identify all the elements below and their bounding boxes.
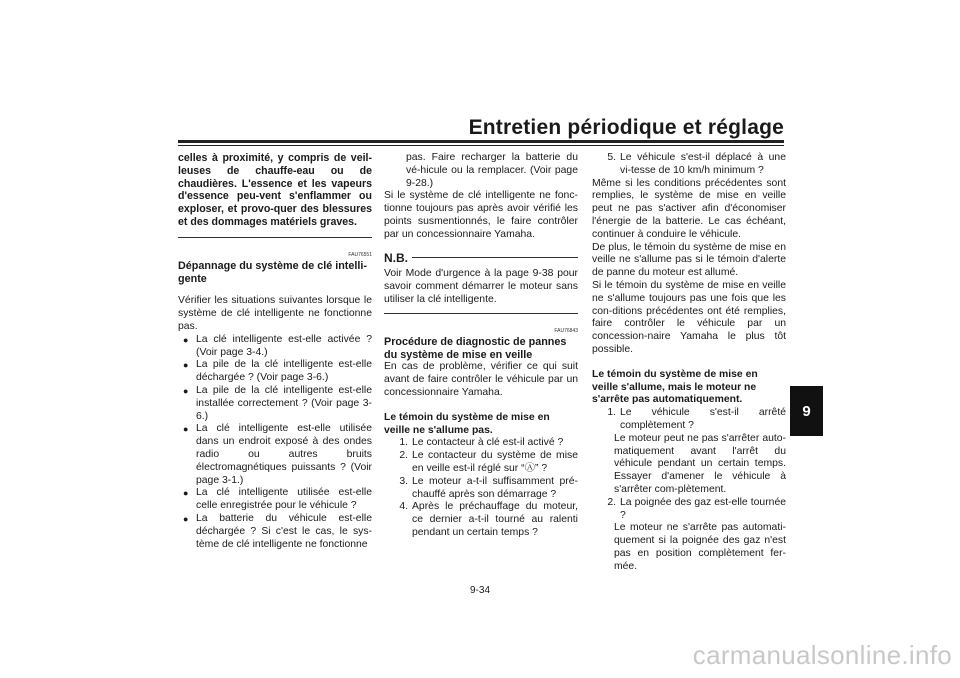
list-item: 3. Le moteur a-t-il suffisamment pré-chauffé après son démarrage ?	[399, 475, 578, 500]
chapter-tab: 9	[790, 386, 823, 436]
page-header-title: Entretien périodique et réglage	[468, 116, 784, 139]
numbered-list	[592, 407, 786, 573]
bullet-icon: ●	[183, 424, 189, 435]
bullet-icon: ●	[183, 513, 189, 524]
bullet-continuation: pas. Faire recharger la batterie du vé-hicule ou la remplacer. (Voir page 9-28.)	[406, 152, 578, 189]
column-3	[592, 152, 786, 574]
bullet-icon: ●	[183, 360, 189, 371]
list-item: ● La clé intelligente est-elle utilisée dans un endroit exposé à des ondes radio ou autres bruits électromagnétiques puissants ? (Voir page 3-1.)	[178, 423, 372, 487]
list-item: 1. Le véhicule s'est-il arrêté complètement ?	[607, 407, 786, 431]
column-1	[178, 152, 372, 551]
section-intro: En cas de problème, vérifier ce qui suit avant de faire contrôler le véhicule par un concessionnaire Yamaha.	[384, 361, 578, 398]
bullet-list	[178, 334, 372, 552]
list-item: ● La clé intelligente utilisée est-elle celle enregistrée pour le véhicule ?	[178, 487, 372, 513]
subheading: Le témoin du système de mise en veille ne s'allume pas.	[384, 411, 550, 436]
list-item: 2. La poignée des gaz est-elle tournée ?	[607, 496, 786, 521]
section-heading: Dépannage du système de clé intelli-gente	[178, 259, 368, 285]
warning-separator	[178, 237, 372, 238]
bullet-icon: ●	[183, 385, 189, 396]
header-rule-thin	[178, 145, 784, 146]
warning-text: celles à proximité, y compris de veil-leuses de chauffe-eau ou de chaudières. L'essence et les vapeurs d'essence peu-vent s'enflammer ou exploser, et provo-quer des blessures et des dommages matériels graves.	[178, 152, 372, 228]
note-end-rule	[384, 313, 578, 314]
list-item: 2. Le contacteur du système de mise en veille est-il réglé sur “Ⓐ” ?	[399, 450, 578, 474]
note-label: N.B.	[384, 250, 408, 265]
list-item: ● La pile de la clé intelligente est-elle installée correctement ? (Voir page 3-6.)	[178, 385, 372, 423]
note-header	[384, 252, 578, 265]
bullet-icon: ●	[183, 488, 189, 499]
list-item: 1. Le contacteur à clé est-il activé ?	[399, 437, 564, 449]
watermark: carmanualsonline.info	[692, 640, 952, 670]
page-number: 9-34	[469, 585, 490, 596]
note-text: Voir Mode d'urgence à la page 9-38 pour savoir comment démarrer le moteur sans utiliser la clé intelligente.	[384, 268, 578, 305]
section-code: FAU76551	[348, 251, 372, 258]
paragraph: Même si les conditions précédentes sont remplies, le système de mise en veille peut ne pas s'activer afin d'économiser l'énergie de la batterie. Le cas échéant, continuer à conduire le véhicule.	[592, 177, 786, 240]
list-item-detail: Le moteur peut ne pas s'arrêter auto-matiquement avant l'arrêt du véhicule pendant un certain temps. Essayer d'amener le véhicule à s'arrêter com-plètement.	[614, 432, 786, 495]
section-code: FAU76843	[554, 327, 578, 334]
column-2	[384, 152, 578, 540]
list-item: ● La batterie du véhicule est-elle déchargée ? Si c'est le cas, le sys-tème de clé intelligente ne fonctionne	[178, 513, 372, 551]
header-rule-thick	[178, 140, 784, 143]
numbered-list	[384, 437, 578, 539]
paragraph: Si le témoin du système de mise en veille ne s'allume toujours pas une fois que les con-ditions précédentes ont été remplies, faire contrôler le véhicule par un concession-naire Yamaha le plus tôt possible.	[592, 279, 786, 355]
list-item: ● La clé intelligente est-elle activée ? (Voir page 3-4.)	[178, 334, 372, 360]
subheading: Le témoin du système de mise en veille s'allume, mais le moteur ne s'arrête pas automatiquement.	[592, 368, 758, 406]
paragraph: Si le système de clé intelligente ne fonc-tionne toujours pas après avoir vérifié les points susmentionnés, le faire contrôler par un concessionnaire Yamaha.	[384, 190, 578, 240]
bullet-icon: ●	[183, 334, 189, 345]
section-intro: Vérifier les situations suivantes lorsque le système de clé intelligente ne fonctionne pas.	[178, 295, 372, 332]
list-item: ● La pile de la clé intelligente est-elle déchargée ? (Voir page 3-6.)	[178, 359, 372, 385]
list-item-detail: Le moteur ne s'arrête pas automati-quement si la poignée des gaz n'est pas en position complètement fer-mée.	[614, 522, 786, 572]
list-item: 5. Le véhicule s'est-il déplacé à une vi-tesse de 10 km/h minimum ?	[607, 152, 786, 176]
note-rule	[412, 257, 578, 258]
paragraph: De plus, le témoin du système de mise en veille ne s'allume pas si le témoin d'alerte de panne du moteur est allumé.	[592, 241, 786, 279]
section-heading: Procédure de diagnostic de pannes du système de mise en veille	[384, 335, 567, 361]
list-item: 4. Après le préchauffage du moteur, ce dernier a-t-il tourné au ralenti pendant un certain temps ?	[399, 501, 578, 538]
